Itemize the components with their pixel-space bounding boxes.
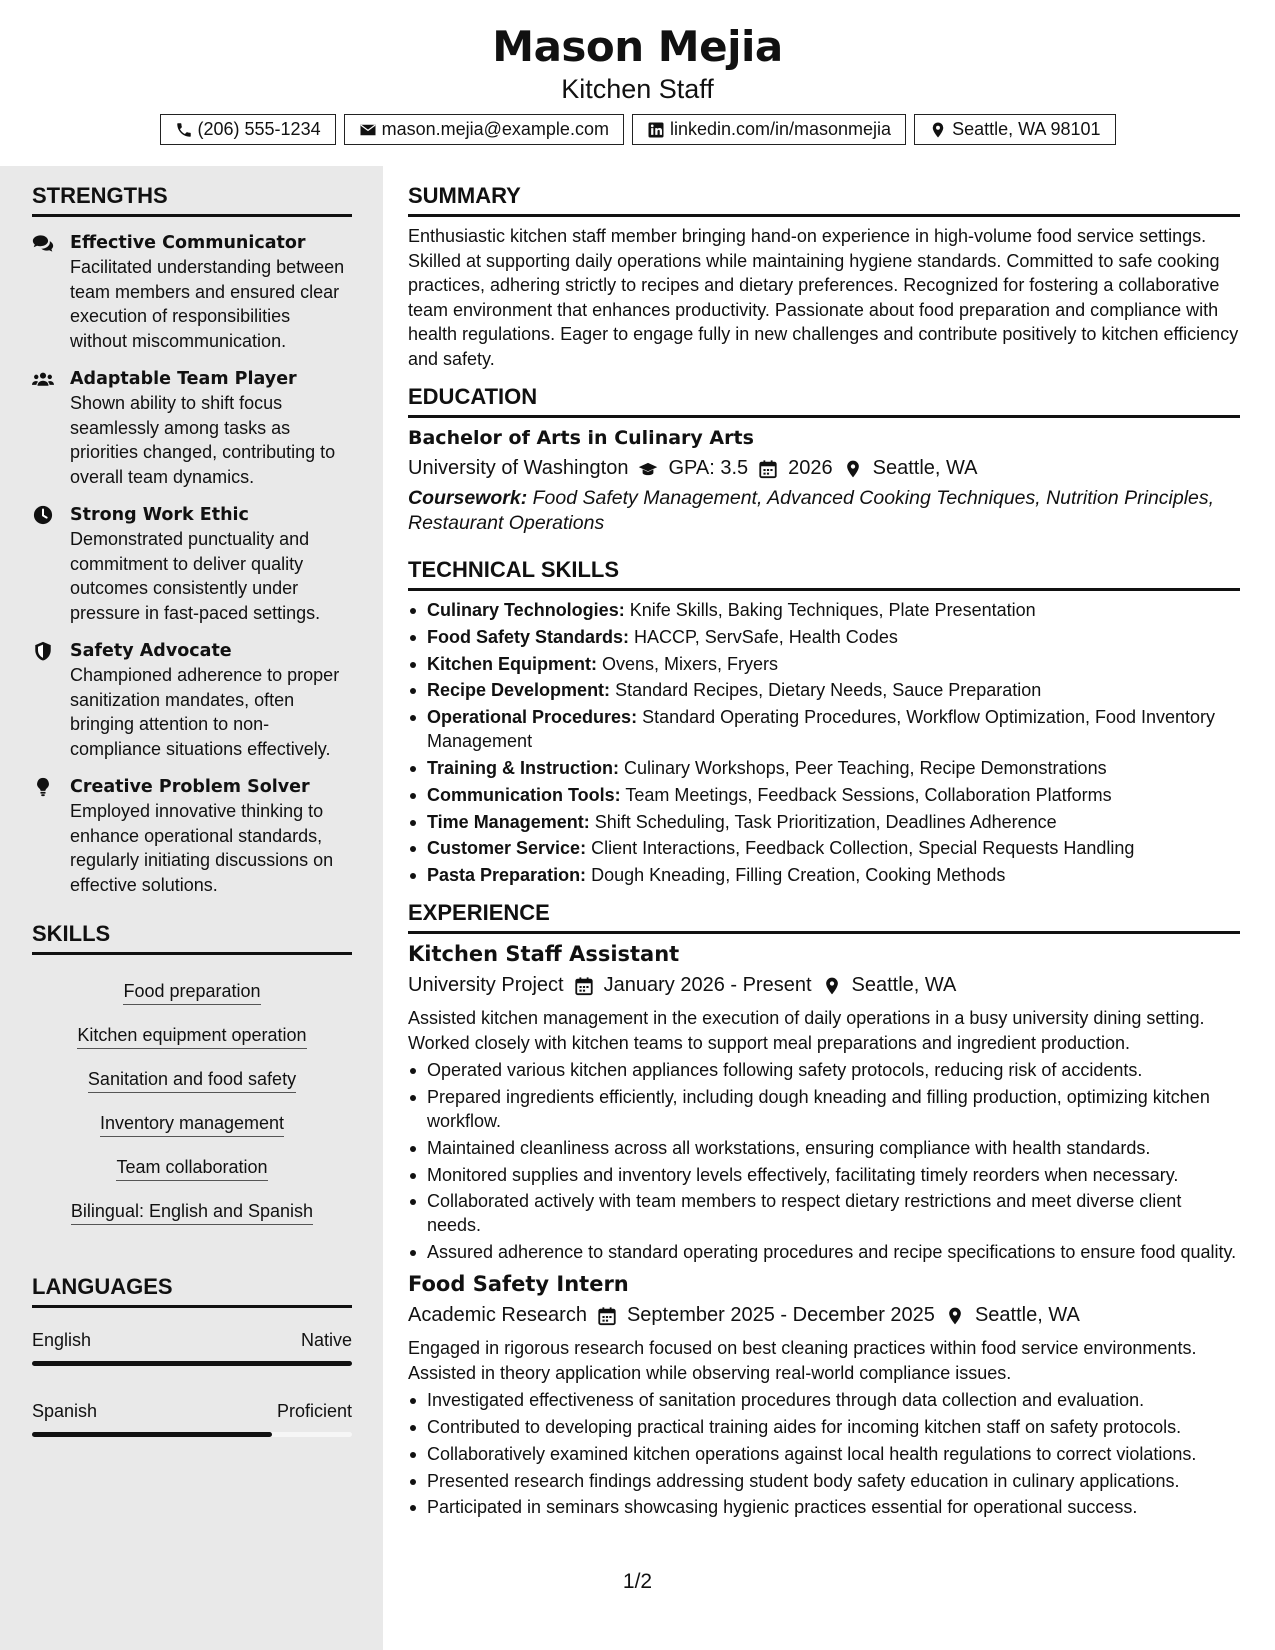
skill-category: Food Safety Standards: [427,626,630,647]
list-item: Prepared ingredients efficiently, including dough kneading and filling production, optimizing kitchen workflow. [408,1085,1240,1133]
skills-list [32,961,352,1225]
list-item [408,625,1240,649]
language-proficiency-bar [32,1432,352,1437]
graduation-cap-icon [638,459,658,479]
job-bullets [408,1388,1240,1519]
skill-tag: Sanitation and food safety [88,1066,296,1093]
skills-title: SKILLS [32,921,352,955]
skill-values: Client Interactions, Feedback Collection, Special Requests Handling [591,838,1135,859]
strength-title: Strong Work Ethic [70,505,249,525]
list-item: Collaboratively examined kitchen operations against local health regulations to correct violations. [408,1442,1240,1466]
lightbulb-icon [32,777,54,797]
skill-values: Standard Operating Procedures, Workflow Optimization, Food Inventory Management [427,707,1216,752]
strengths-title: STRENGTHS [32,183,352,217]
job-title: Kitchen Staff Assistant [408,942,680,967]
language-level: Native [300,1330,352,1350]
language-item [32,1330,352,1366]
list-item [408,678,1240,702]
list-item [408,652,1240,676]
skill-tag: Inventory management [100,1110,284,1137]
map-marker-icon [929,121,947,139]
job-entry [408,1272,1240,1519]
list-item: Monitored supplies and inventory levels effectively, facilitating timely reorders when necessary. [408,1163,1240,1187]
education-title: EDUCATION [408,384,1240,418]
skill-values: HACCP, ServSafe, Health Codes [634,626,898,647]
skill-category: Pasta Preparation: [427,865,587,886]
strength-item [32,367,352,489]
skill-tag: Bilingual: English and Spanish [71,1198,313,1225]
list-item: Contributed to developing practical training aides for incoming kitchen staff on safety protocols. [408,1415,1240,1439]
skill-values: Standard Recipes, Dietary Needs, Sauce Preparation [615,680,1042,701]
candidate-role: Kitchen Staff [561,74,714,104]
list-item [408,810,1240,834]
calendar-icon [574,976,594,996]
job-org: University Project [408,974,564,997]
email-text: mason.mejia@example.com [381,119,609,139]
skill-category: Time Management: [427,811,590,832]
skill-values: Culinary Workshops, Peer Teaching, Recipe Demonstrations [624,757,1107,778]
skills-section [32,921,352,1225]
contact-bar [0,114,1275,145]
education-location: Seattle, WA [872,457,978,479]
map-marker-icon [822,976,842,996]
calendar-icon [597,1306,617,1326]
skill-category: Customer Service: [427,838,587,859]
list-item: Collaborated actively with team members to respect dietary restrictions and meet diverse client needs. [408,1189,1240,1237]
coursework-list: Food Safety Management, Advanced Cooking Techniques, Nutrition Principles, Restaurant Operations [408,487,1215,534]
linkedin-icon [647,121,665,139]
main-content [408,166,1240,1522]
technical-skills-title: TECHNICAL SKILLS [408,557,1240,591]
list-item: Participated in seminars showcasing hygienic practices essential for operational success. [408,1495,1240,1519]
skill-category: Recipe Development: [427,680,611,701]
linkedin-text: linkedin.com/in/masonmejia [669,119,892,139]
job-location: Seattle, WA [851,974,957,997]
candidate-name: Mason Mejia [492,22,783,71]
strength-desc: Facilitated understanding between team members and ensured clear execution of responsibilities without miscommunication. [70,257,345,351]
contact-email[interactable] [344,114,624,145]
education-meta [408,457,1240,480]
contact-location [914,114,1115,145]
language-name: English [32,1330,92,1350]
language-proficiency-bar [32,1361,352,1366]
technical-skills-list [408,598,1240,887]
skill-category: Culinary Technologies: [427,600,625,620]
contact-linkedin[interactable] [632,114,906,145]
job-description: Assisted kitchen management in the execution of daily operations in a busy university dining setting. Worked closely with kitchen teams to support meal preparations and ingredient production. [408,1008,1205,1053]
skill-category: Kitchen Equipment: [427,653,597,674]
job-location: Seattle, WA [974,1304,1080,1327]
job-bullets [408,1058,1240,1264]
skill-values: Team Meetings, Feedback Sessions, Collaboration Platforms [625,784,1112,805]
strength-desc: Shown ability to shift focus seamlessly among tasks as priorities changed, contributing to overall team dynamics. [70,393,336,487]
list-item: Investigated effectiveness of sanitation procedures through data collection and evaluation. [408,1388,1240,1412]
graduation-year: 2026 [788,457,833,479]
shield-icon [32,641,54,661]
summary-section [408,183,1240,371]
job-title: Food Safety Intern [408,1272,629,1297]
phone-text: (206) 555-1234 [197,119,321,139]
experience-section [408,900,1240,1519]
technical-skills-section [408,557,1240,887]
strength-title: Creative Problem Solver [70,777,310,797]
coursework [408,486,1240,536]
skill-values: Dough Kneading, Filling Creation, Cooking Methods [591,865,1006,886]
list-item [408,783,1240,807]
strength-item [32,231,352,353]
skill-values: Knife Skills, Baking Techniques, Plate Presentation [629,600,1036,620]
skill-category: Communication Tools: [427,784,621,805]
job-meta [408,1304,1240,1327]
list-item [408,863,1240,887]
envelope-icon [359,121,377,139]
strength-desc: Employed innovative thinking to enhance operational standards, regularly initiating discussions on effective solutions. [70,801,334,895]
job-description: Engaged in rigorous research focused on best cleaning practices within food service environments. Assisted in theory application while observing real-world compliance issues. [408,1338,1197,1383]
education-section [408,384,1240,536]
phone-icon [175,121,193,139]
map-marker-icon [843,459,863,479]
experience-title: EXPERIENCE [408,900,1240,934]
job-meta [408,974,1240,997]
job-dates: January 2026 - Present [603,974,812,997]
coursework-label: Coursework: [408,487,528,509]
list-item [408,705,1240,753]
language-proficiency-fill [32,1432,272,1437]
degree-name: Bachelor of Arts in Culinary Arts [408,427,754,449]
languages-section [32,1274,352,1437]
list-item: Assured adherence to standard operating procedures and recipe specifications to ensure food quality. [408,1240,1240,1264]
strengths-section [32,183,352,897]
strength-desc: Championed adherence to proper sanitization mandates, often bringing attention to non-compliance situations effectively. [70,665,340,759]
users-icon [32,369,54,389]
job-org: Academic Research [408,1304,587,1327]
language-item [32,1401,352,1437]
language-proficiency-fill [32,1361,352,1366]
comments-icon [32,233,54,253]
language-name: Spanish [32,1401,98,1421]
language-level: Proficient [276,1401,352,1421]
sidebar [0,166,383,1650]
strength-desc: Demonstrated punctuality and commitment to deliver quality outcomes consistently under pressure in fast-paced settings. [70,529,321,623]
strength-item [32,639,352,761]
school-name: University of Washington [408,457,629,479]
skill-tag: Kitchen equipment operation [77,1022,306,1049]
map-marker-icon [945,1306,965,1326]
list-item [408,836,1240,860]
skill-tag: Team collaboration [116,1154,267,1181]
list-item: Maintained cleanliness across all workstations, ensuring compliance with health standards. [408,1136,1240,1160]
skill-category: Operational Procedures: [427,707,638,728]
languages-title: LANGUAGES [32,1274,352,1308]
clock-icon [32,505,54,525]
contact-phone [160,114,336,145]
strength-title: Safety Advocate [70,641,232,661]
summary-title: SUMMARY [408,183,1240,217]
strength-title: Adaptable Team Player [70,369,297,389]
list-item: Presented research findings addressing student body safety education in culinary applications. [408,1469,1240,1493]
page-number: 1/2 [622,1570,653,1593]
list-item: Operated various kitchen appliances following safety protocols, reducing risk of accidents. [408,1058,1240,1082]
skill-values: Ovens, Mixers, Fryers [602,653,779,674]
strength-item [32,775,352,897]
skill-values: Shift Scheduling, Task Prioritization, Deadlines Adherence [594,811,1057,832]
gpa: GPA: 3.5 [668,457,749,479]
job-dates: September 2025 - December 2025 [626,1304,935,1327]
location-text: Seattle, WA 98101 [952,119,1101,139]
skill-tag: Food preparation [123,978,260,1005]
strength-item [32,503,352,625]
resume-header [0,0,1275,166]
calendar-icon [758,459,778,479]
list-item [408,598,1240,622]
summary-text: Enthusiastic kitchen staff member bringing hand-on experience in high-volume food service settings. Skilled at supporting daily operations while maintaining hygiene standards. Committed to safe cooking practices, adhering strictly to recipes and dietary preferences. Recognized for fostering a collaborative team environment that enhances productivity. Passionate about food preparation and compliance with health regulations. Eager to engage fully in new challenges and contribute positively to kitchen efficiency and safety. [408,226,1239,369]
skill-category: Training & Instruction: [427,757,619,778]
strength-title: Effective Communicator [70,233,306,253]
job-entry [408,942,1240,1264]
list-item [408,756,1240,780]
